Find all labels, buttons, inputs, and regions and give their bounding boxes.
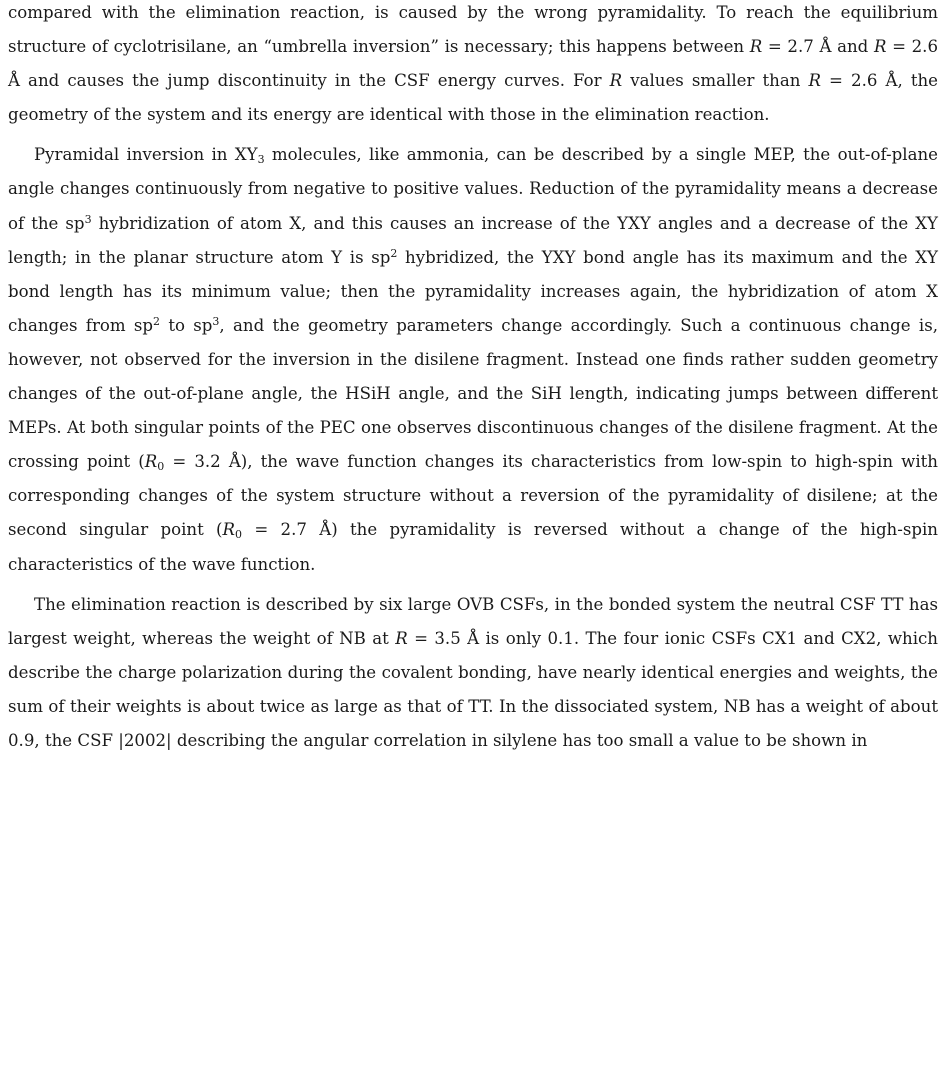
text-run: = 2.7 Å and: [762, 37, 874, 57]
text-run: 0: [157, 460, 165, 474]
text-run: hybridization of atom X, and this causes an increase of the YXY angles and a decrease of the XY length; in the planar structure atom Y is sp: [8, 213, 938, 267]
text-run: The elimination reaction is described by six large OVB CSFs, in the bonded system the neutral CSF TT has largest weight, whereas the weight of NB at: [8, 594, 938, 648]
paragraph-elimination-reaction: [8, 588, 938, 758]
text-run: 3: [84, 212, 92, 226]
text-run: = 2.6 Å, the geometry of the system and its energy are identical with those in the elimination reaction.: [8, 71, 938, 125]
text-run: 3: [212, 314, 220, 328]
text-run: Pyramidal inversion in XY: [34, 145, 258, 165]
document-page: [8, 0, 938, 758]
text-run: R: [144, 452, 158, 472]
text-run: 2: [390, 246, 398, 260]
text-run: molecules, like ammonia, can be described by a single MEP, the out-of-plane angle changes continuously from negative to positive values. Reduction of the pyramidality means a decrease of the sp: [8, 145, 938, 233]
paragraph-cyclotrisilane-inversion: [8, 0, 938, 132]
text-run: 0: [235, 528, 243, 542]
text-run: R: [222, 520, 236, 540]
text-run: = 2.6 Å and causes the jump discontinuity in the CSF energy curves. For: [8, 37, 939, 91]
text-run: 3: [257, 153, 265, 167]
text-run: compared with the elimination reaction, is caused by the wrong pyramidality. To reach the equilibrium structure of cyclotrisilane, an “umbrella inversion” is necessary; this happens between: [8, 3, 938, 57]
text-run: 2: [153, 314, 161, 328]
text-run: to sp: [160, 315, 213, 335]
text-run: = 2.7 Å) the pyramidality is reversed without a change of the high-spin characteristics of the wave function.: [8, 520, 938, 574]
text-run: R: [873, 37, 887, 57]
text-run: R: [609, 71, 623, 91]
paragraph-pyramidal-inversion: [8, 138, 938, 581]
text-run: , and the geometry parameters change accordingly. Such a continuous change is, however, not observed for the inversion in the disilene fragment. Instead one finds rather sudden geometry changes of the out-of-plane angle, the HSiH angle, and the SiH length, indicating jumps between different MEPs. At both singular points of the PEC one observes discontinuous changes of the disilene fragment. At the crossing point (: [8, 315, 938, 472]
text-run: = 3.5 Å is only 0.1. The four ionic CSFs CX1 and CX2, which describe the charge polarization during the covalent bonding, have nearly identical energies and weights, the sum of their weights is about twice as large as that of TT. In the dissociated system, NB has a weight of about 0.9, the CSF |2002| describing the angular correlation in silylene has too small a value to be shown in: [8, 628, 938, 750]
text-run: R: [749, 37, 763, 57]
text-run: R: [808, 71, 821, 91]
text-run: hybridized, the YXY bond angle has its maximum and the XY bond length has its minimum value; then the pyramidality increases again, the hybridization of atom X changes from sp: [8, 247, 938, 335]
text-run: = 3.2 Å), the wave function changes its characteristics from low-spin to high-spin with corresponding changes of the system structure without a reversion of the pyramidality of disilene; at the second singular point (: [8, 452, 938, 540]
text-run: R: [395, 628, 408, 648]
text-run: values smaller than: [622, 71, 809, 91]
